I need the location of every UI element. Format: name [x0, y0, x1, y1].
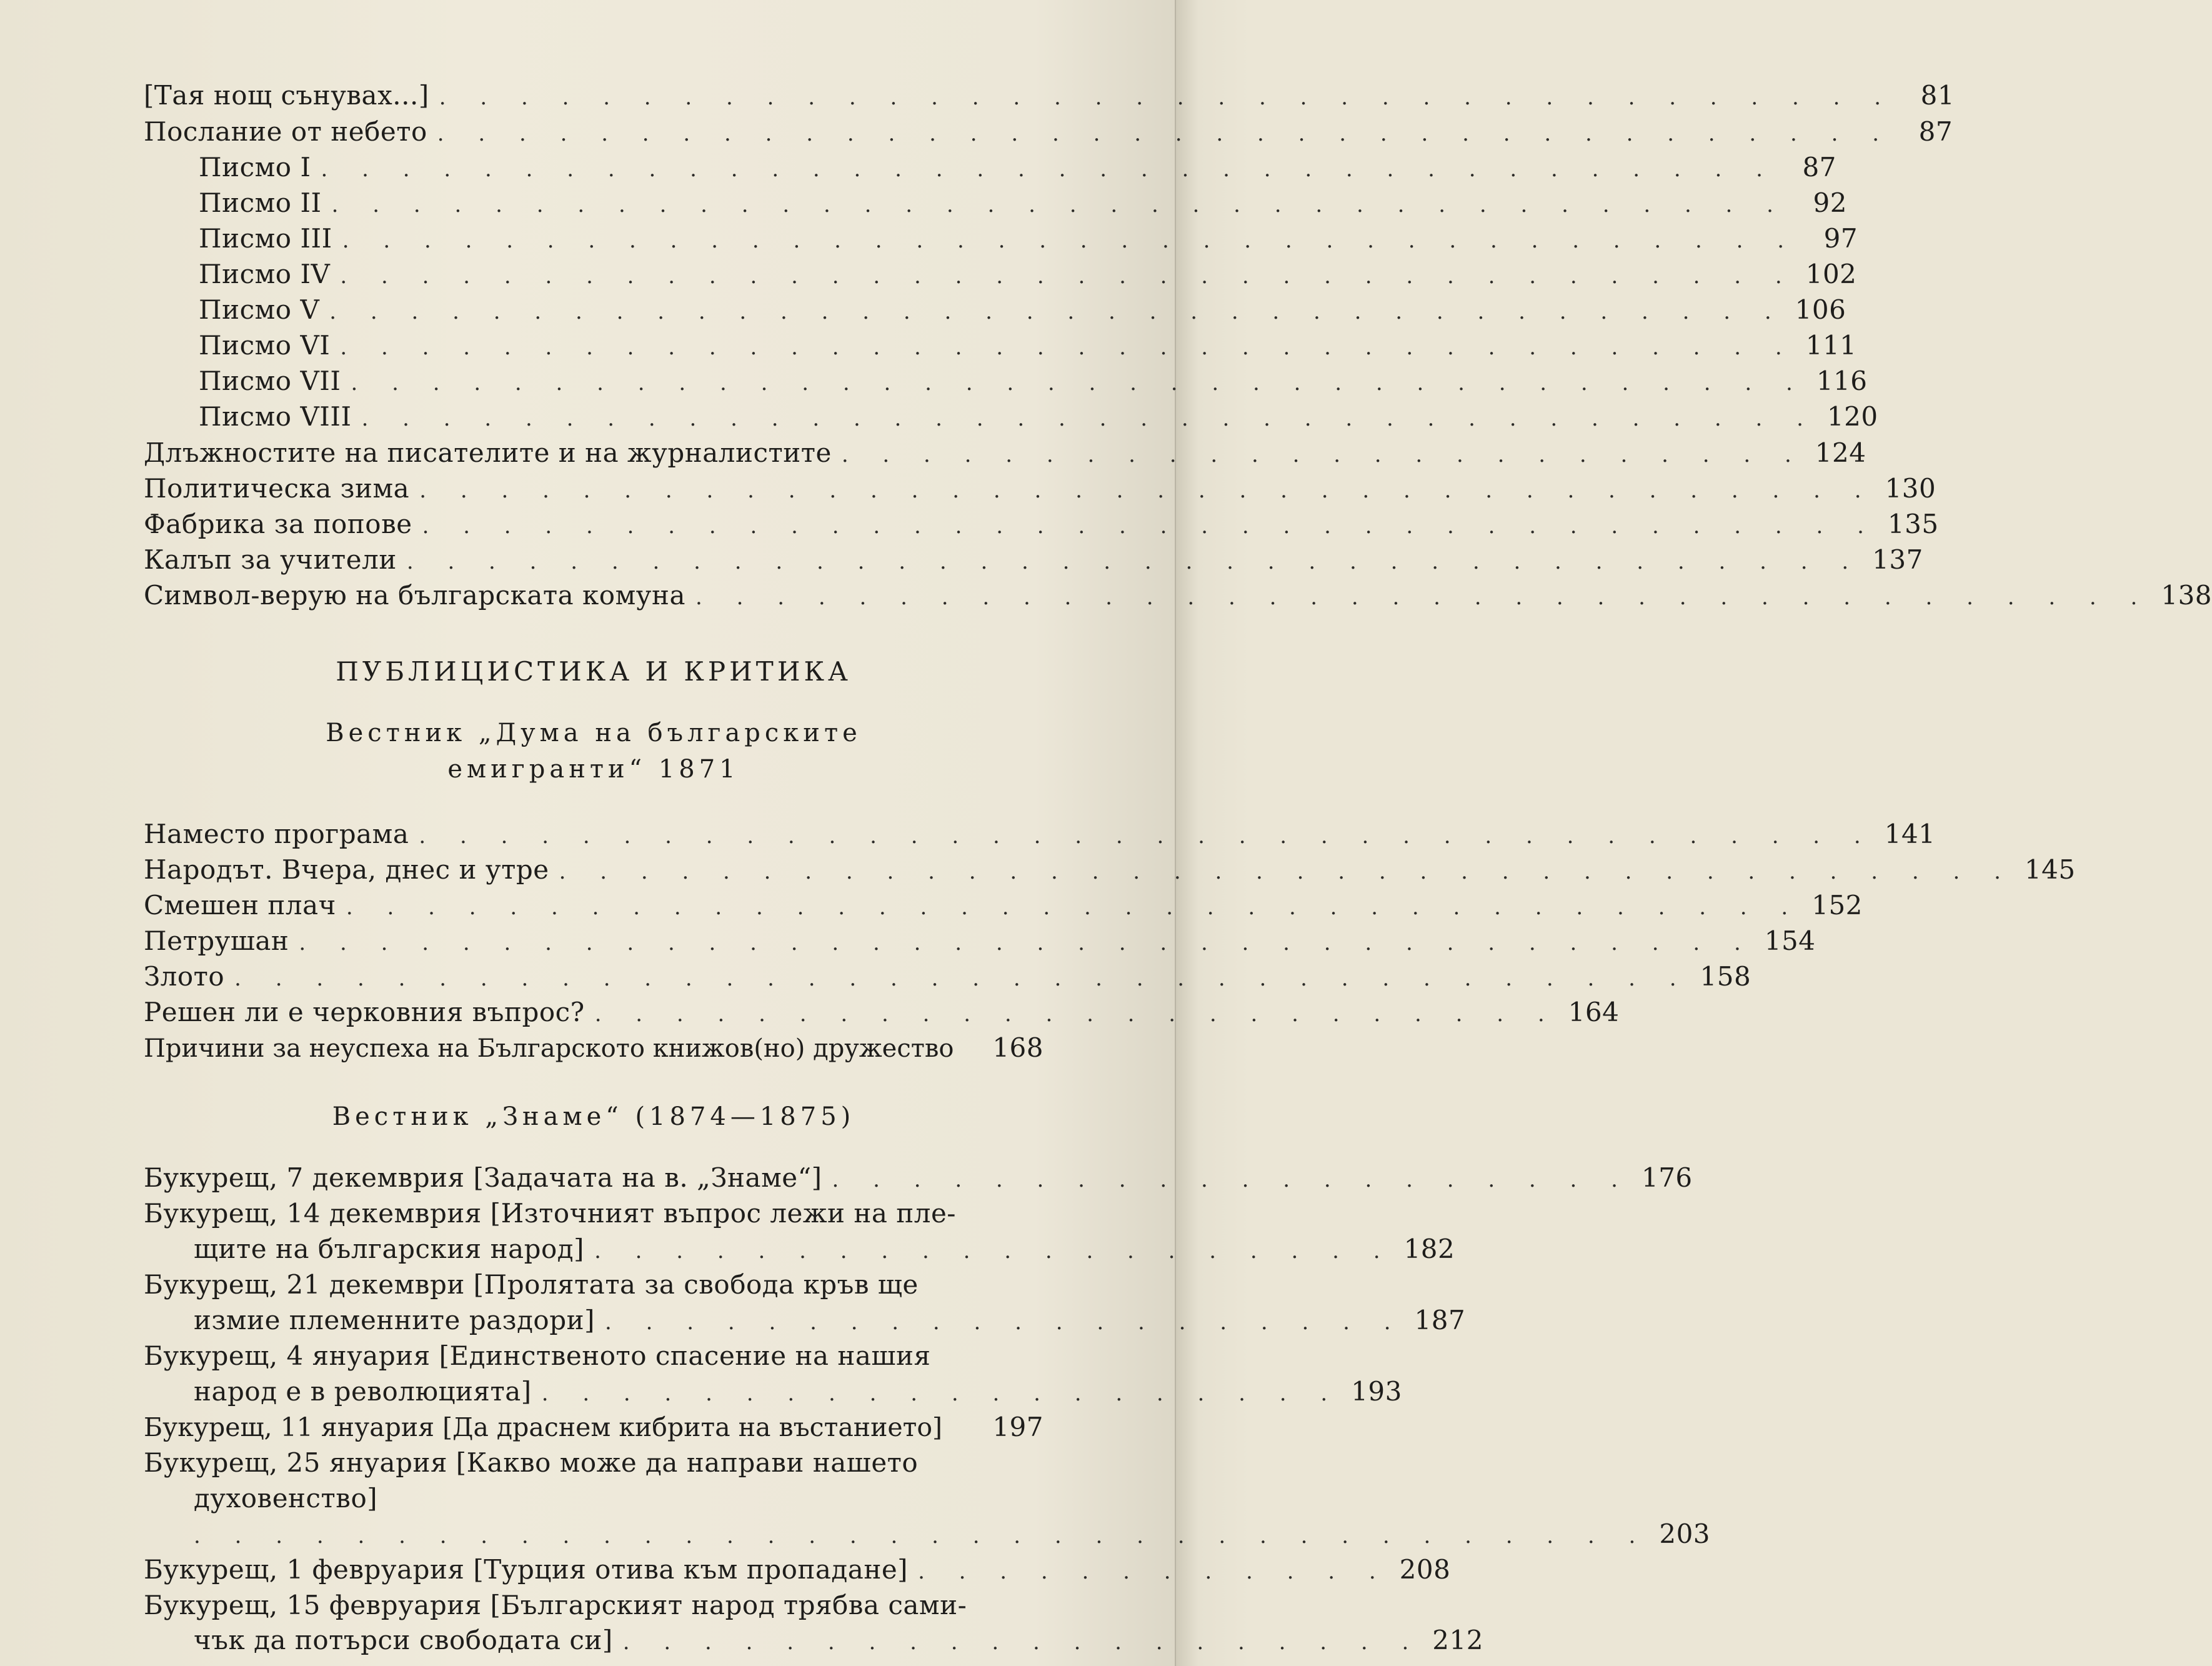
subsection-title-zname: Вестник „Знаме“ (1874—1875): [332, 1102, 855, 1131]
toc-entry: Букурещ, 1 февруария [Турция отива към пропадане] . . . . . . . . . . . . 208: [144, 1554, 1451, 1585]
subsection-title-duma: Вестник „Дума на българските: [326, 719, 862, 747]
toc-entry: щите на българския народ] . . . . . . . . . . . . . . . . . . . . 182: [194, 1234, 1455, 1264]
toc-entry: Писмо IV . . . . . . . . . . . . . . . . . . . . . . . . . . . . . . . . . . . . 102: [199, 259, 1857, 289]
toc-entry: Калъп за учители . . . . . . . . . . . . . . . . . . . . . . . . . . . . . . . . . . . . 137: [144, 544, 1923, 575]
subsection-title-duma-line2: емигранти“ 1871: [447, 755, 740, 784]
toc-entry: Решен ли е черковния въпрос? . . . . . . . . . . . . . . . . . . . . . . . . 164: [144, 997, 1620, 1027]
toc-entry: измие племенните раздори] . . . . . . . . . . . . . . . . . . . . 187: [194, 1305, 1466, 1335]
toc-entry: Петрушан . . . . . . . . . . . . . . . . . . . . . . . . . . . . . . . . . . . . 154: [144, 925, 1816, 956]
toc-entry-line: Букурещ, 25 януария [Какво може да направи нашето: [144, 1447, 919, 1478]
toc-entry-line: Букурещ, 4 януария [Единственото спасение на нашия: [144, 1340, 931, 1371]
toc-entry: Политическа зима . . . . . . . . . . . . . . . . . . . . . . . . . . . . . . . . . . . . 130: [144, 473, 1936, 504]
toc-entry: Писмо VIII . . . . . . . . . . . . . . . . . . . . . . . . . . . . . . . . . . . . 120: [199, 401, 1878, 432]
toc-entry-line: Букурещ, 21 декември [Пролятата за свобода кръв ще: [144, 1269, 919, 1300]
toc-entry-line: Букурещ, 14 декемврия [Източният въпрос лежи на пле-: [144, 1198, 956, 1229]
toc-entry-line: духовенство]: [194, 1483, 378, 1514]
toc-entry: [Тая нощ сънувах...] . . . . . . . . . . . . . . . . . . . . . . . . . . . . . . . . . . . . 81: [144, 80, 1955, 111]
toc-entry: Писмо III . . . . . . . . . . . . . . . . . . . . . . . . . . . . . . . . . . . . 97: [199, 223, 1858, 254]
toc-entry: Послание от небето . . . . . . . . . . . . . . . . . . . . . . . . . . . . . . . . . . . . 87: [144, 116, 1953, 147]
toc-entry: Злото . . . . . . . . . . . . . . . . . . . . . . . . . . . . . . . . . . . . 158: [144, 961, 1751, 992]
toc-entry-line: Букурещ, 15 февруария [Българският народ трябва сами-: [144, 1590, 967, 1620]
toc-entry: Причини за неуспеха на Българското книжов(но) дружество 168: [144, 1032, 1044, 1063]
toc-entry: Писмо VI . . . . . . . . . . . . . . . . . . . . . . . . . . . . . . . . . . . . 111: [199, 330, 1857, 361]
toc-entry: Длъжностите на писателите и на журналистите . . . . . . . . . . . . . . . . . . . . . . . . 124: [144, 437, 1866, 468]
toc-entry: Писмо II . . . . . . . . . . . . . . . . . . . . . . . . . . . . . . . . . . . . 92: [199, 187, 1847, 218]
toc-entry: . . . . . . . . . . . . . . . . . . . . . . . . . . . . . . . . . . . . 203: [194, 1519, 1711, 1549]
toc-entry: Народът. Вчера, днес и утре . . . . . . . . . . . . . . . . . . . . . . . . . . . . . . . . . . . . 145: [144, 854, 2076, 885]
toc-entry: Наместо програма . . . . . . . . . . . . . . . . . . . . . . . . . . . . . . . . . . . . 141: [144, 819, 1936, 849]
toc-entry: Букурещ, 11 януария [Да драснем кибрита на въстанието] 197: [144, 1412, 1044, 1442]
toc-entry: Смешен плач . . . . . . . . . . . . . . . . . . . . . . . . . . . . . . . . . . . . 152: [144, 890, 1863, 920]
toc-entry: Фабрика за попове . . . . . . . . . . . . . . . . . . . . . . . . . . . . . . . . . . . . 135: [144, 509, 1939, 539]
toc-entry: Символ-верую на българската комуна . . . . . . . . . . . . . . . . . . . . . . . . . . . . . . . . . . . . 138: [144, 580, 2212, 611]
toc-entry: Писмо VII . . . . . . . . . . . . . . . . . . . . . . . . . . . . . . . . . . . . 116: [199, 366, 1868, 396]
toc-entry: Писмо I . . . . . . . . . . . . . . . . . . . . . . . . . . . . . . . . . . . . 87: [199, 152, 1836, 182]
section-title: ПУБЛИЦИСТИКА И КРИТИКА: [336, 656, 852, 687]
toc-entry: Букурещ, 7 декемврия [Задачата на в. „Знаме“] . . . . . . . . . . . . . . . . . . . . 176: [144, 1162, 1693, 1193]
toc-entry: народ е в революцията] . . . . . . . . . . . . . . . . . . . . 193: [194, 1376, 1402, 1407]
toc-entry: Писмо V . . . . . . . . . . . . . . . . . . . . . . . . . . . . . . . . . . . . 106: [199, 294, 1846, 325]
toc-entry: чък да потърси свободата си] . . . . . . . . . . . . . . . . . . . . 212: [194, 1625, 1483, 1655]
